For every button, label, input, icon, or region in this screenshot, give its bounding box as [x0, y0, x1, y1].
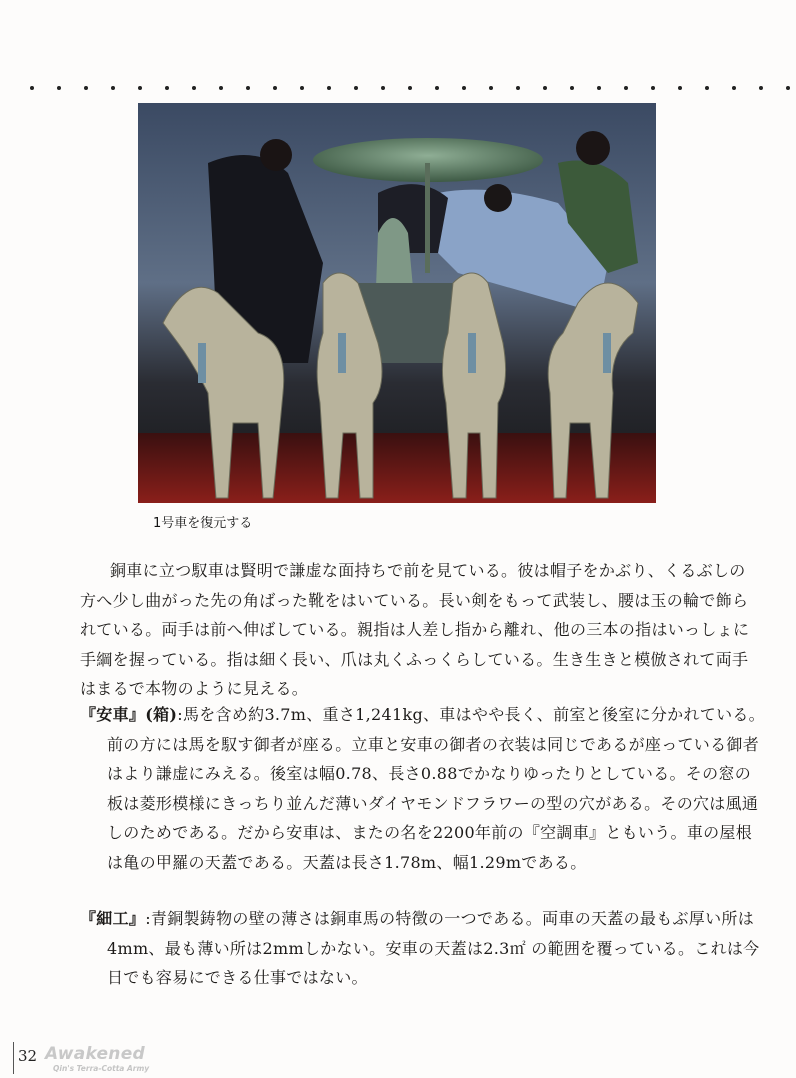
footer-rule: [13, 1042, 14, 1074]
dot: [705, 86, 709, 90]
dot: [786, 86, 790, 90]
dot: [354, 86, 358, 90]
brand-subtitle: Qin's Terra-Cotta Army: [53, 1064, 150, 1073]
dot: [435, 86, 439, 90]
dot: [597, 86, 601, 90]
dot: [30, 86, 34, 90]
paragraph-anche-heading: 『安車』(箱): [80, 705, 178, 724]
dot: [489, 86, 493, 90]
dot: [570, 86, 574, 90]
dot: [138, 86, 142, 90]
dot: [57, 86, 61, 90]
dot: [327, 86, 331, 90]
dot: [246, 86, 250, 90]
photo-caption: 1号車を復元する: [153, 516, 253, 531]
dot: [111, 86, 115, 90]
paragraph-craft: [80, 904, 767, 993]
dot: [165, 86, 169, 90]
dot: [192, 86, 196, 90]
paragraph-driver: 銅車に立つ馭車は賢明で謙虚な面持ちで前を見ている。彼は帽子をかぶり、くるぶしの方へ少し曲がった先の角ばった靴をはいている。長い剣をもって武装し、腰は玉の輪で飾られている。両手は前へ伸ばしている。親指は人差し指から離れ、他の三本の指はいっしょに手綱を握っている。指は細く長い、爪は丸くふっくらしている。生き生きと模倣されて両手はまるで本物のように見える。: [80, 561, 750, 698]
chariot-restoration-photo: [138, 103, 656, 503]
dot: [273, 86, 277, 90]
dotted-rule: [30, 85, 790, 91]
brand-logo: Awakened: [45, 1044, 146, 1064]
dot: [516, 86, 520, 90]
paragraph-anche-text: :馬を含め約3.7m、重さ1,241kg、車はやや長く、前室と後室に分かれている。前の方には馬を馭す御者が座る。立車と安車の御者の衣装は同じであるが座っている御者はより謙虚にみえる。後室は幅0.78、長さ0.88でかなりゆったりとしている。その窓の板は菱形模様にきっちり並んだ薄いダイヤモンドフラワーの型の穴がある。その穴は風通しのためである。だから安車は、またの名を2200年前の『空調車』ともいう。車の屋根は亀の甲羅の天蓋である。天蓋は長さ1.78m、幅1.29mである。: [107, 705, 765, 872]
dot: [300, 86, 304, 90]
page-number: 32: [18, 1047, 38, 1065]
paragraph-anche: [80, 700, 767, 877]
dot: [678, 86, 682, 90]
dot: [381, 86, 385, 90]
paragraph-craft-heading: 『細工』: [80, 909, 146, 928]
dot: [84, 86, 88, 90]
dot: [543, 86, 547, 90]
dot: [462, 86, 466, 90]
paragraph-craft-text: :青銅製鋳物の壁の薄さは銅車馬の特徴の一つである。両車の天蓋の最もぶ厚い所は4mm、最も薄い所は2mmしかない。安車の天蓋は2.3㎡ の範囲を覆っている。これは今日でも容易にできる仕事ではない。: [107, 909, 760, 987]
dot: [219, 86, 223, 90]
dot: [408, 86, 412, 90]
dot: [759, 86, 763, 90]
dot: [651, 86, 655, 90]
dot: [624, 86, 628, 90]
dot: [732, 86, 736, 90]
